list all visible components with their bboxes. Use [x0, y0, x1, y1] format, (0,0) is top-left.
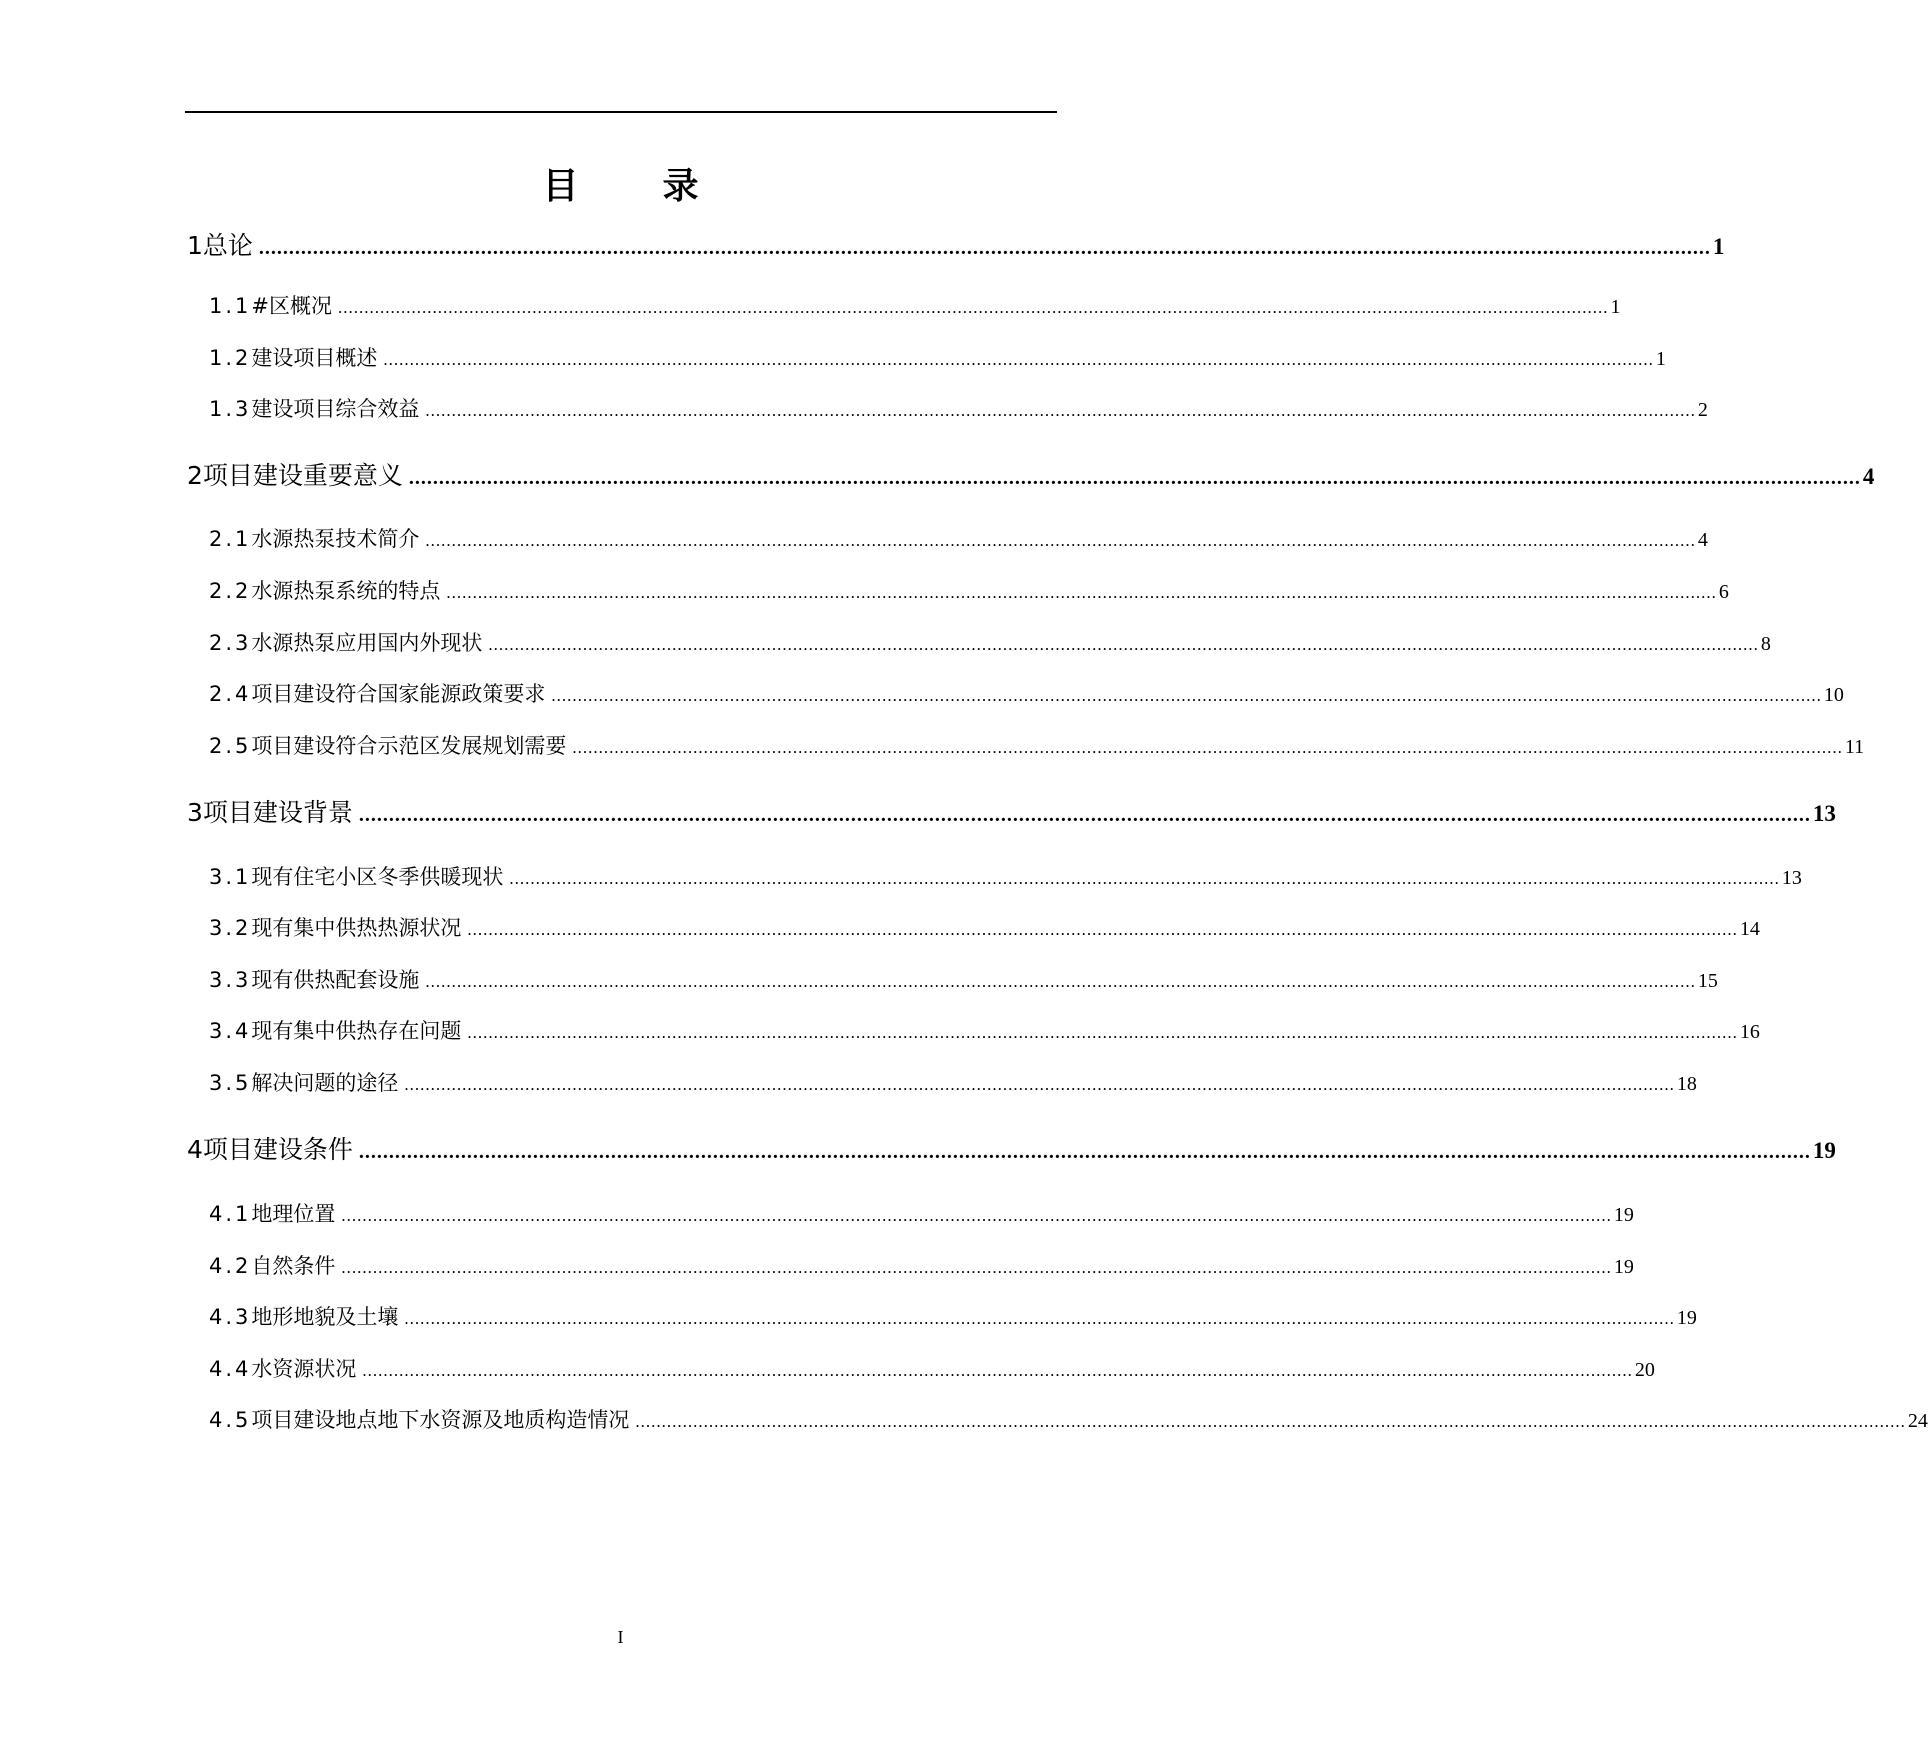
toc-entry-page: 4 [1697, 529, 1708, 551]
toc-entry-page: 19 [1613, 1256, 1634, 1278]
toc-entry-page: 1 [1655, 348, 1666, 370]
toc-leader-dots: .................................................................................................................................................................................................................................................. [358, 1141, 1811, 1163]
toc-entry[interactable] [187, 456, 1875, 492]
toc-leader-dots: .................................................................................................................................................................................................................................................. [404, 1075, 1675, 1094]
page-number: I [617, 1627, 624, 1647]
toc-entry-number: 2.1 [209, 527, 252, 551]
toc-leader-dots: .................................................................................................................................................................................................................................................. [341, 1206, 1612, 1225]
toc-leader-dots: .................................................................................................................................................................................................................................................. [362, 1361, 1633, 1380]
toc-entry-title: 现有供热配套设施 [251, 968, 420, 992]
toc-entry-number: 2 [187, 461, 203, 490]
toc-leader-dots: .................................................................................................................................................................................................................................................. [467, 1023, 1738, 1042]
toc-entry-title: 项目建设背景 [202, 798, 353, 827]
toc-entry[interactable] [209, 342, 1666, 372]
toc-leader-dots: .................................................................................................................................................................................................................................................. [467, 920, 1738, 939]
toc-title-right: 录 [662, 166, 699, 207]
toc-entry[interactable] [209, 1301, 1697, 1331]
toc-entry[interactable] [209, 861, 1802, 891]
toc-entry-number: 1.3 [209, 397, 252, 421]
toc-entry-title: 地形地貌及土壤 [251, 1305, 399, 1329]
toc-entry-page: 13 [1781, 867, 1802, 889]
toc-entry-page: 15 [1697, 970, 1718, 992]
toc-leader-dots: .................................................................................................................................................................................................................................................. [408, 467, 1861, 489]
toc-entry-page: 1 [1712, 234, 1725, 259]
toc-entry-page: 1 [1610, 296, 1621, 318]
toc-entry-page: 2 [1697, 399, 1708, 421]
toc-leader-dots: .................................................................................................................................................................................................................................................. [425, 972, 1696, 991]
toc-leader-dots: .................................................................................................................................................................................................................................................. [425, 401, 1696, 420]
toc-entry-page: 14 [1739, 918, 1760, 940]
toc-leader-dots: .................................................................................................................................................................................................................................................. [551, 686, 1822, 705]
toc-entry-number: 3 [187, 798, 203, 827]
toc-leader-dots: .................................................................................................................................................................................................................................................. [509, 869, 1780, 888]
toc-entry[interactable] [209, 1404, 1928, 1434]
toc-entry[interactable] [209, 1353, 1655, 1383]
toc-entry-page: 24 [1907, 1410, 1928, 1432]
toc-entry-title: 水源热泵技术简介 [251, 527, 420, 551]
toc-entry-page: 16 [1739, 1021, 1760, 1043]
toc-entry-page: 10 [1823, 684, 1844, 706]
toc-entry[interactable] [209, 290, 1621, 320]
toc-entry[interactable] [209, 730, 1865, 760]
toc-entry-title: 现有集中供热热源状况 [251, 916, 462, 940]
toc-entry-title: 项目建设符合国家能源政策要求 [251, 682, 546, 706]
toc-entry-number: 4.1 [209, 1202, 252, 1226]
toc-entry[interactable] [209, 1250, 1634, 1280]
toc-entry-number: 2.4 [209, 682, 252, 706]
toc-entry-title: 解决问题的途径 [251, 1071, 399, 1095]
toc-leader-dots: .................................................................................................................................................................................................................................................. [425, 531, 1696, 550]
toc-entry[interactable] [209, 964, 1718, 994]
toc-entry-page: 8 [1760, 633, 1771, 655]
toc-entry[interactable] [187, 226, 1725, 262]
toc-entry-number: 3.2 [209, 916, 252, 940]
toc-leader-dots: .................................................................................................................................................................................................................................................. [258, 237, 1711, 259]
toc-entry-title: 项目建设符合示范区发展规划需要 [251, 734, 567, 758]
toc-entry-page: 20 [1634, 1359, 1655, 1381]
toc-entry[interactable] [209, 912, 1760, 942]
toc-leader-dots: .................................................................................................................................................................................................................................................. [572, 738, 1843, 757]
toc-entry-page: 19 [1812, 1138, 1836, 1163]
toc-leader-dots: .................................................................................................................................................................................................................................................. [338, 298, 1609, 317]
toc-leader-dots: .................................................................................................................................................................................................................................................. [358, 804, 1811, 826]
toc-entry-number: 1.2 [209, 346, 252, 370]
toc-entry-title: 地理位置 [251, 1202, 336, 1226]
toc-entry-number: 4.2 [209, 1254, 252, 1278]
toc-leader-dots: .................................................................................................................................................................................................................................................. [404, 1309, 1675, 1328]
toc-entry-number: 4.5 [209, 1408, 252, 1432]
toc-entry[interactable] [209, 523, 1708, 553]
toc-leader-dots: .................................................................................................................................................................................................................................................. [446, 583, 1717, 602]
toc-entry-number: 4 [187, 1135, 203, 1164]
toc-entry-number: 2.2 [209, 579, 252, 603]
toc-entry[interactable] [209, 575, 1729, 605]
toc-entry-number: 1.1 [209, 294, 252, 318]
toc-entry-number: 1 [187, 231, 203, 260]
toc-entry-page: 6 [1718, 581, 1729, 603]
toc-entry-number: 4.3 [209, 1305, 252, 1329]
toc-entry-title: 项目建设地点地下水资源及地质构造情况 [251, 1408, 630, 1432]
toc-entry-page: 13 [1812, 801, 1836, 826]
toc-leader-dots: .................................................................................................................................................................................................................................................. [383, 350, 1654, 369]
toc-entry-number: 3.5 [209, 1071, 252, 1095]
toc-entry-title: 项目建设重要意义 [202, 461, 403, 490]
toc-entry-number: 3.3 [209, 968, 252, 992]
toc-entry-page: 11 [1844, 736, 1865, 758]
toc-entry-title: 现有集中供热存在问题 [251, 1019, 462, 1043]
toc-entry[interactable] [187, 1130, 1836, 1166]
toc-entry-title: 项目建设条件 [202, 1135, 353, 1164]
toc-entry-number: 3.1 [209, 865, 252, 889]
toc-entry[interactable] [209, 1198, 1634, 1228]
toc-entry-number: 3.4 [209, 1019, 252, 1043]
toc-entry-title: 建设项目概述 [251, 346, 378, 370]
toc-entry-title: 现有住宅小区冬季供暖现状 [251, 865, 504, 889]
toc-entry-page: 19 [1676, 1307, 1697, 1329]
toc-leader-dots: .................................................................................................................................................................................................................................................. [488, 635, 1759, 654]
toc-entry-title: 建设项目综合效益 [251, 397, 420, 421]
toc-entry[interactable] [209, 1015, 1760, 1045]
toc-entry-title: 水源热泵系统的特点 [251, 579, 441, 603]
toc-entry[interactable] [187, 793, 1836, 829]
toc-entry-title: #区概况 [251, 294, 333, 318]
toc-title-left: 目 [542, 166, 579, 207]
toc-entry-page: 18 [1676, 1073, 1697, 1095]
toc-entry-page: 19 [1613, 1204, 1634, 1226]
toc-entry[interactable] [209, 1067, 1697, 1097]
toc-leader-dots: .................................................................................................................................................................................................................................................. [635, 1412, 1906, 1431]
toc-entry-title: 总论 [202, 231, 253, 260]
toc-leader-dots: .................................................................................................................................................................................................................................................. [341, 1258, 1612, 1277]
toc-entry[interactable] [209, 393, 1708, 423]
toc-entry-page: 4 [1862, 464, 1875, 489]
toc-entry-number: 2.3 [209, 631, 252, 655]
toc-entry-number: 4.4 [209, 1357, 252, 1381]
toc-entry[interactable] [209, 627, 1771, 657]
toc-entry-title: 水资源状况 [251, 1357, 357, 1381]
toc-entry[interactable] [209, 678, 1844, 708]
toc-entry-number: 2.5 [209, 734, 252, 758]
toc-entry-title: 自然条件 [251, 1254, 336, 1278]
toc-entry-title: 水源热泵应用国内外现状 [251, 631, 483, 655]
